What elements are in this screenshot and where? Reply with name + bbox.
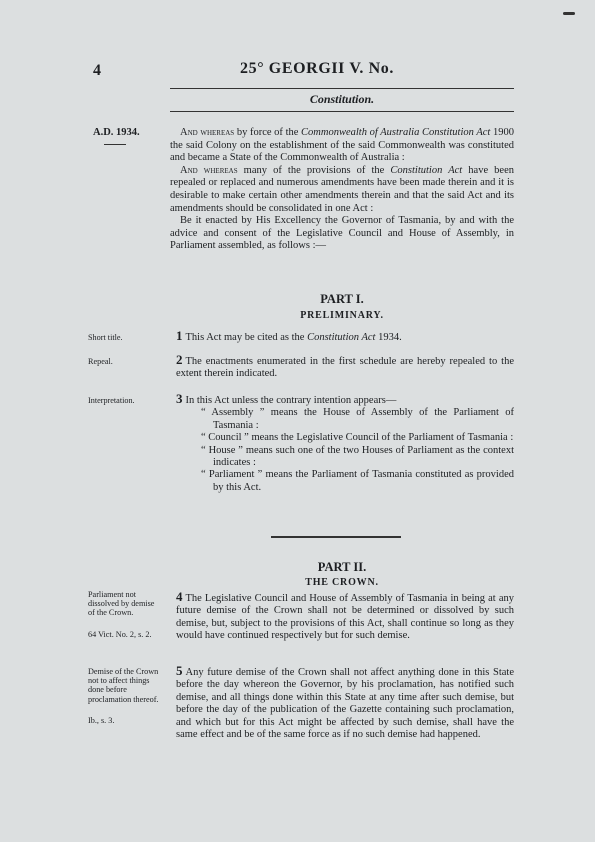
section-3-number: 3 [176,391,183,406]
preamble-paragraph-2: And whereas many of the provisions of the Constitution Act have been repealed or replaced and numerous amendments have been made therein and it is desirable to make certain other amendments therein and that the said Act and its amendments should be consolidated in one Act : [170,164,514,214]
section-4: 4 The Legislative Council and House of Assembly of Tasmania in being at any future demise of the Crown shall not be determined or dissolved by such demise, but, subject to the provisions of this Act, shall continue so long as they would have continued respectively but for such demise. [176,589,514,642]
margin-year: A.D. 1934. [93,127,140,138]
margin-note-repeal: Repeal. [88,357,113,366]
page-header-title: 25° GEORGII V. No. [240,60,394,77]
preamble-paragraph-1: And whereas by force of the Commonwealth of Australia Constitution Act 1900 the said Colony on the establishment of the said Commonwealth was constituted and became a State of the Commonwealth of Australia : [170,127,514,164]
part-2-subheading: THE CROWN. [305,577,379,588]
section-1-number: 1 [176,328,183,343]
definition-assembly: “ Assembly ” means the House of Assembly of the Parliament of Tasmania : [201,407,514,431]
act-subtitle: Constitution. [309,92,375,106]
section-2: 2 The enactments enumerated in the first schedule are hereby repealed to the extent therein indicated. [176,352,514,380]
part-1-heading: PART I. [320,292,364,306]
margin-note-parliament-not-dissolved: Parliament not dissolved by demise of the Crown. [88,590,155,618]
section-5: 5 Any future demise of the Crown shall not affect anything done in this State before the day whereon the Governor, by his proclamation, has notified such demise, and all things done within this State at any time after such demise, but before the day of the publication of the Gazette containing such proclamation, and which but for this Act might be affected by such demise, shall have the same effect and be of the same force as if no such demise had happened. [176,663,514,741]
definition-council: “ Council ” means the Legislative Council of the Parliament of Tasmania : [201,432,514,444]
margin-note-short-title: Short title. [88,333,123,342]
subtitle-rule [170,111,514,112]
margin-note-demise: Demise of the Crown not to affect things done before proclamation thereof. [88,667,159,704]
part-2-heading: PART II. [317,560,367,574]
section-5-number: 5 [176,663,183,678]
ink-mark [563,12,575,15]
section-divider [271,536,401,538]
margin-ref-section-4: 64 Vict. No. 2, s. 2. [88,630,152,639]
section-3: 3 In this Act unless the contrary intention appears— “ Assembly ” means the House of Assembly of the Parliament of Tasmania : “ Council ” means the Legislative Council of the Parliament of Tasmania : “ House ” means such one of the two Houses of Parliament as the context indicates : “ Parliament ” means the Parliament of Tasmania constituted as provided by this Act. [176,391,514,493]
part-1-subheading: PRELIMINARY. [300,310,384,321]
year-rule [104,144,126,145]
section-2-number: 2 [176,352,183,367]
definition-house: “ House ” means such one of the two Houses of Parliament as the context indicates : [201,444,514,469]
header-rule [170,88,514,89]
preamble [170,127,514,253]
margin-ref-section-5: Ib., s. 3. [88,716,115,725]
definition-parliament: “ Parliament ” means the Parliament of Tasmania constituted as provided by this Act. [201,469,514,493]
section-4-number: 4 [176,589,183,604]
margin-note-interpretation: Interpretation. [88,396,135,405]
enacting-clause: Be it enacted by His Excellency the Governor of Tasmania, by and with the advice and consent of the Legislative Council and House of Assembly, in Parliament assembled, as follows :— [170,215,514,252]
page-number: 4 [93,62,101,79]
section-1: 1 This Act may be cited as the Constitution Act 1934. [176,328,402,343]
